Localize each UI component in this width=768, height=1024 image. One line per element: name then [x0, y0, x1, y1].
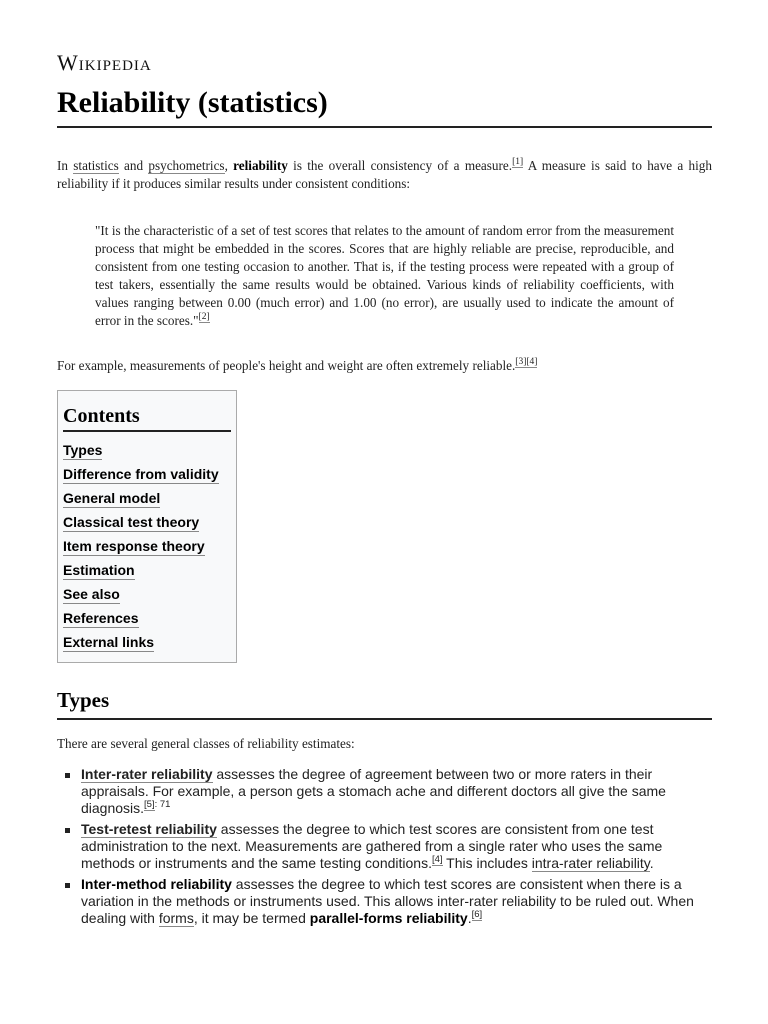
- item-text: This includes: [442, 855, 532, 871]
- item-text: .: [467, 910, 472, 926]
- page-number: : 71: [154, 799, 171, 810]
- intro-paragraph: [57, 157, 712, 193]
- bullet-icon: [65, 773, 70, 778]
- quote-text: "It is the characteristic of a set of test scores that relates to the amount of random error from the measurement process that might be embedded in the scores. Scores that are highly reliable are precise, reproducible, and consistent from one testing occasion to another. That is, if the testing process were repeated with a group of test takers, essentially the same results would be obtained. Various kinds of reliability coefficients, with values ranging between 0.00 (much error) and 1.00 (no error), are usually used to indicate the amount of error in the scores.": [95, 223, 674, 328]
- table-of-contents: [57, 390, 237, 663]
- term-parallel-forms: parallel-forms reliability: [309, 910, 468, 926]
- bullet-icon: [65, 828, 70, 833]
- citation-4[interactable]: [4]: [431, 854, 443, 865]
- example-paragraph: [57, 357, 712, 375]
- toc-item-estimation[interactable]: Estimation: [63, 562, 135, 578]
- item-text: assesses the degree of agreement between two or more raters in their appraisals. For example, a person gets a stomach ache and different doctors all give the same diagnosis.: [81, 766, 666, 816]
- link-psychometrics[interactable]: psychometrics: [148, 158, 225, 173]
- page-title: Reliability (statistics): [57, 86, 712, 128]
- list-item: [57, 876, 712, 927]
- citation-6[interactable]: [6]: [471, 909, 483, 920]
- term-reliability: reliability: [233, 158, 288, 173]
- item-text: , it may be termed: [193, 910, 310, 926]
- wikipedia-wordmark[interactable]: Wikipedia: [57, 50, 152, 75]
- term-inter-method: Inter-method reliability: [81, 876, 232, 892]
- intro-text: ,: [224, 158, 234, 173]
- link-statistics[interactable]: statistics: [73, 158, 119, 173]
- types-list: [57, 766, 712, 931]
- term-inter-rater[interactable]: Inter-rater reliability: [81, 766, 213, 782]
- toc-item-types[interactable]: Types: [63, 442, 103, 458]
- toc-title: Contents: [63, 405, 231, 432]
- list-item: [57, 766, 712, 817]
- intro-text: A measure is said to have a high reliability if it produces similar results under consistent conditions:: [57, 158, 712, 191]
- list-item: [57, 821, 712, 872]
- link-intra-rater-reliability[interactable]: intra-rater reliability: [531, 855, 650, 871]
- term-test-retest[interactable]: Test-retest reliability: [81, 821, 217, 837]
- intro-text: and: [118, 158, 149, 173]
- item-text: assesses the degree to which test scores are consistent when there is a variation in the methods or instruments used. This allows inter-rater reliability to be ruled out. When dealing with: [81, 876, 694, 926]
- toc-item-classical-test-theory[interactable]: Classical test theory: [63, 514, 200, 530]
- bullet-icon: [65, 883, 70, 888]
- toc-item-external-links[interactable]: External links: [63, 634, 155, 650]
- types-intro: There are several general classes of reliability estimates:: [57, 736, 355, 751]
- section-heading-types: Types: [57, 688, 712, 720]
- citation-3-4[interactable]: [3][4]: [515, 357, 538, 367]
- block-quote: [95, 222, 674, 330]
- item-text: assesses the degree to which test scores are consistent from one test administration to the next. Measurements are gathered from a single rater who uses the same methods or instruments and the same testing conditions.: [81, 821, 663, 871]
- toc-item-references[interactable]: References: [63, 610, 139, 626]
- toc-item-item-response-theory[interactable]: Item response theory: [63, 538, 205, 554]
- citation-5[interactable]: [5]: [144, 799, 155, 810]
- citation-1[interactable]: [1]: [512, 157, 524, 167]
- toc-item-difference-from-validity[interactable]: Difference from validity: [63, 466, 219, 482]
- citation-2[interactable]: [2]: [198, 312, 210, 322]
- example-text: For example, measurements of people's height and weight are often extremely reliable.: [57, 358, 516, 373]
- intro-text: In: [57, 158, 74, 173]
- toc-item-general-model[interactable]: General model: [63, 490, 161, 506]
- toc-item-see-also[interactable]: See also: [63, 586, 120, 602]
- link-forms[interactable]: forms: [158, 910, 194, 926]
- item-text: .: [649, 855, 654, 871]
- intro-text: is the overall consistency of a measure.: [287, 158, 513, 173]
